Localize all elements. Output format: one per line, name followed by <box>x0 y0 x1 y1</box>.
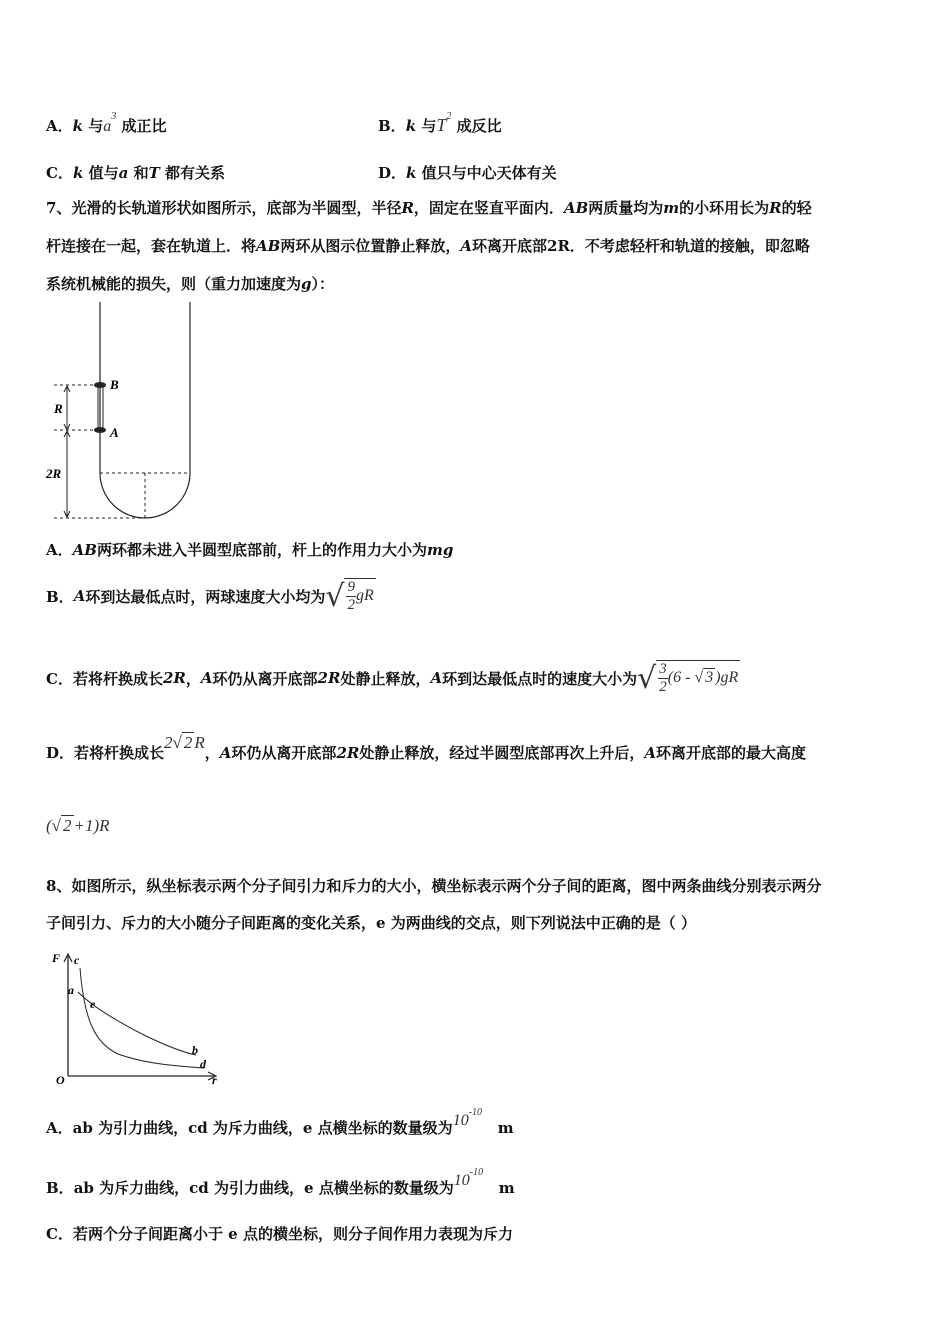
text: ．不考虑轻杆和轨道的接触，即忽略 <box>569 237 810 255</box>
text: ab 为斥力曲线，cd 为引力曲线，e 点横坐标的数量级为 <box>73 1179 454 1197</box>
label-f: F <box>52 951 61 965</box>
var: 2R <box>317 669 341 687</box>
q6-option-c <box>46 162 225 183</box>
denominator: 2 <box>347 597 355 613</box>
text: 环到达最低点时，两球速度大小均为 <box>85 587 326 606</box>
label-a: A <box>110 425 119 440</box>
unit: m <box>497 1119 514 1137</box>
var: g <box>301 275 312 293</box>
label-a: a <box>68 983 74 997</box>
text: 的轻 <box>781 199 812 217</box>
var: R <box>769 199 782 217</box>
var: A <box>73 587 86 605</box>
formula: $\frac{3}{2}$ (6 - √ 3 )gR <box>656 660 740 696</box>
var: AB <box>563 199 589 217</box>
q7-stem-line2 <box>46 235 810 256</box>
text: 两环都未进入半圆型底部前，杆上的作用力大小为 <box>96 541 427 559</box>
option-label: B． <box>378 117 406 135</box>
text: 的小环用长为 <box>679 199 770 217</box>
var: m <box>663 199 680 217</box>
q8-option-b <box>46 1167 515 1198</box>
var-k: k <box>405 117 417 135</box>
text: 都有关系 <box>165 164 226 182</box>
var: mg <box>426 541 454 559</box>
exponent: 2 <box>446 111 452 122</box>
option-label: C． <box>46 164 73 182</box>
exponent: -10 <box>468 1107 483 1118</box>
q7-option-a <box>46 539 453 560</box>
curve-ab <box>78 992 196 1055</box>
label-d: d <box>200 1057 206 1071</box>
text: 值与 <box>88 164 119 182</box>
numerator: 9 <box>347 579 355 595</box>
text: 环离开底部 <box>472 237 548 255</box>
q8-stem-line1 <box>46 875 821 896</box>
formula: 2√ 2 R <box>164 733 205 752</box>
radicand: 2 <box>63 816 72 835</box>
text: 两质量均为 <box>588 199 664 217</box>
label-2r: 2R <box>46 466 62 481</box>
text: ）： <box>311 275 335 293</box>
var: A <box>460 237 472 255</box>
option-label: B． <box>46 1179 74 1197</box>
track-figure <box>40 300 210 530</box>
text: 若两个分子间距离小于 e 点的横坐标，则分子间作用力表现为斥力 <box>72 1225 513 1243</box>
text: ， <box>185 669 201 688</box>
var: 2R <box>162 669 186 687</box>
var-k: k <box>406 164 417 182</box>
q7-stem-line1 <box>46 197 812 218</box>
base: 10 <box>453 1172 470 1189</box>
text: gR <box>355 587 374 605</box>
var-a: a <box>118 164 129 182</box>
var: AB <box>72 541 97 559</box>
label-e: e <box>90 997 96 1011</box>
var: AB <box>256 237 281 255</box>
text: 杆连接在一起，套在轨道上．将 <box>46 237 257 255</box>
text: ( <box>46 816 52 835</box>
coef: 2 <box>164 733 173 752</box>
label-r: R <box>54 401 63 416</box>
text: 成反比 <box>456 117 502 135</box>
q7-option-c <box>46 660 740 696</box>
base: 10 <box>452 1112 469 1129</box>
option-label: C． <box>46 1225 73 1243</box>
text: ， <box>204 744 220 762</box>
text: 环到达最低点时的速度大小为 <box>442 669 638 688</box>
text: 与 <box>421 117 437 135</box>
text: ab 为引力曲线，cd 为斥力曲线，e 点横坐标的数量级为 <box>72 1119 453 1137</box>
var: R <box>401 199 414 217</box>
label-r: r <box>212 1073 217 1087</box>
text: ，固定在竖直平面内． <box>413 199 564 217</box>
text: 环仍从离开底部 <box>212 669 318 688</box>
sqrt-icon: √ <box>637 660 657 696</box>
text: 处静止释放，经过半圆型底部再次上升后， <box>359 744 645 762</box>
option-label: B． <box>46 587 74 606</box>
q8-option-a <box>46 1107 514 1138</box>
option-label: C． <box>46 669 73 688</box>
text: (6 - <box>667 669 691 687</box>
text: 如图所示，纵坐标表示两个分子间引力和斥力的大小，横坐标表示两个分子间的距离，图中两条曲线分别表示两分 <box>71 877 822 895</box>
force-graph <box>46 948 226 1088</box>
option-label: D． <box>378 164 407 182</box>
exponent: -10 <box>469 1167 484 1178</box>
q7-stem-line3 <box>46 273 334 294</box>
radicand: 2 <box>183 733 193 752</box>
formula <box>344 578 375 614</box>
var-T: T <box>436 115 447 135</box>
var: A <box>430 669 443 687</box>
q7-option-b <box>46 578 376 614</box>
text: 成正比 <box>121 117 167 135</box>
option-label: D． <box>46 744 75 762</box>
var-T: T <box>148 164 160 182</box>
q6-option-a <box>46 111 167 136</box>
question-number: 7、 <box>46 199 72 217</box>
text: 两环从图示位置静止释放， <box>280 237 461 255</box>
var: A <box>644 743 656 762</box>
sqrt-icon: √ <box>325 578 345 614</box>
var-k: k <box>72 164 84 182</box>
label-b: b <box>192 1043 198 1057</box>
text: +1)R <box>73 816 110 835</box>
denominator: 2 <box>659 679 667 695</box>
exponent: 3 <box>111 111 117 122</box>
var: A <box>200 669 213 687</box>
label-b: B <box>110 377 119 392</box>
var: 2R <box>547 237 570 255</box>
text: 光滑的长轨道形状如图所示，底部为半圆型，半径 <box>71 199 402 217</box>
q8-option-c <box>46 1223 513 1244</box>
text: 环离开底部的最大高度 <box>656 744 807 762</box>
label-o: O <box>56 1073 65 1087</box>
var: R <box>194 733 205 752</box>
numerator: 3 <box>659 661 667 677</box>
text: 和 <box>133 164 149 182</box>
option-label: A． <box>46 117 73 135</box>
radicand: 3 <box>705 669 714 687</box>
text: 若将杆换成长 <box>74 744 165 762</box>
question-number: 8、 <box>46 877 72 895</box>
option-label: A． <box>46 541 73 559</box>
q6-option-d <box>378 162 557 183</box>
q6-option-b <box>378 111 502 136</box>
text: 处静止释放， <box>340 669 431 688</box>
label-c: c <box>74 953 80 967</box>
text: 环仍从离开底部 <box>231 744 337 762</box>
q7-option-d <box>46 733 807 763</box>
text: 系统机械能的损失，则（重力加速度为 <box>46 275 302 293</box>
text: )gR <box>715 669 739 687</box>
var: A <box>219 743 232 762</box>
q8-stem-line2 <box>46 912 696 933</box>
curve-cd <box>80 968 204 1068</box>
var-a: a <box>103 118 112 135</box>
var: 2R <box>336 743 360 762</box>
var-k: k <box>72 117 84 135</box>
option-label: A． <box>46 1119 73 1137</box>
q7-option-d-answer: (√ 2 +1)R <box>46 816 110 835</box>
text: 与 <box>88 117 104 135</box>
unit: m <box>498 1179 515 1197</box>
text: 子间引力、斥力的大小随分子间距离的变化关系，e 为两曲线的交点，则下列说法中正确的是（ ） <box>46 914 696 932</box>
text: 若将杆换成长 <box>72 669 163 688</box>
text: 值只与中心天体有关 <box>421 164 557 182</box>
